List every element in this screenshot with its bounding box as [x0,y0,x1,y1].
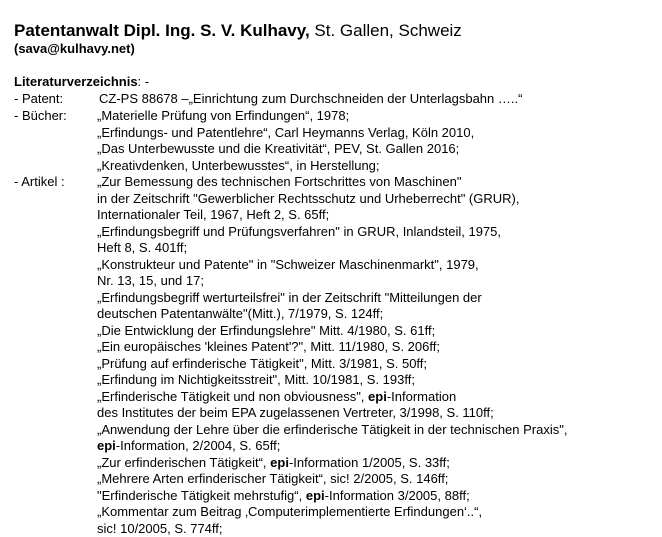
patent-entry: CZ-PS 88678 –„Einrichtung zum Durchschneiden der Unterlagsbahn …..“ [99,91,522,108]
article-line: „Mehrere Arten erfinderischer Tätigkeit“, sic! 2/2005, S. 146ff; [97,471,448,488]
article-line: „Erfindungsbegriff werturteilsfrei" in der Zeitschrift "Mitteilungen der [97,290,482,307]
article-line [97,455,450,472]
epi-mark: epi [270,455,289,470]
book-entry: „Erfindungs- und Patentlehre“, Carl Heymanns Verlag, Köln 2010, [97,125,474,142]
book-entry: „Kreativdenken, Unterbewusstes“, in Herstellung; [97,158,380,175]
author-email: (sava@kulhavy.net) [14,41,135,57]
article-text: "Erfinderische Tätigkeit mehrstufig“, [97,488,306,503]
article-line: „Die Entwicklung der Erfindungslehre" Mitt. 4/1980, S. 61ff; [97,323,435,340]
article-text: „Zur erfinderischen Tätigkeit“, [97,455,270,470]
author-location: St. Gallen, Schweiz [310,21,462,40]
article-line: Heft 8, S. 401ff; [97,240,187,257]
article-line: „Kommentar zum Beitrag ‚Computerimplementierte Erfindungen‘..“, [97,504,482,521]
epi-mark: epi [97,438,116,453]
author-heading [14,21,462,41]
article-line: „Erfindungsbegriff und Prüfungsverfahren" in GRUR, Inlandsteil, 1975, [97,224,501,241]
book-entry: „Materielle Prüfung von Erfindungen“, 1978; [97,108,349,125]
article-line: des Institutes der beim EPA zugelassenen Vertreter, 3/1998, S. 110ff; [97,405,494,422]
article-line [97,438,280,455]
article-line: deutschen Patentanwälte"(Mitt.), 7/1979, S. 124ff; [97,306,383,323]
epi-mark: epi [306,488,325,503]
article-line: in der Zeitschrift "Gewerblicher Rechtsschutz und Urheberrecht" (GRUR), [97,191,519,208]
section-title: Literaturverzeichnis [14,74,138,89]
article-line: „Prüfung auf erfinderische Tätigkeit", Mitt. 3/1981, S. 50ff; [97,356,427,373]
article-line: sic! 10/2005, S. 774ff; [97,521,223,537]
article-line [97,488,470,505]
article-line: „Anwendung der Lehre über die erfinderische Tätigkeit in der technischen Praxis", [97,422,567,439]
article-line: Nr. 13, 15, und 17; [97,273,204,290]
article-text: -Information, 2/2004, S. 65ff; [116,438,281,453]
article-line: „Konstrukteur und Patente" in "Schweizer Maschinenmarkt", 1979, [97,257,479,274]
label-patent: - Patent: [14,91,63,108]
label-books: - Bücher: [14,108,67,125]
article-line [97,389,456,406]
article-text: „Erfinderische Tätigkeit und non obviousness", [97,389,368,404]
section-suffix: : - [138,74,150,89]
section-heading [14,74,149,90]
author-name: Patentanwalt Dipl. Ing. S. V. Kulhavy, [14,21,310,40]
article-text: -Information 3/2005, 88ff; [325,488,470,503]
article-text: -Information 1/2005, S. 33ff; [289,455,450,470]
article-line: „Zur Bemessung des technischen Fortschrittes von Maschinen" [97,174,461,191]
article-text: -Information [387,389,456,404]
book-entry: „Das Unterbewusste und die Kreativität“, PEV, St. Gallen 2016; [97,141,459,158]
article-line: „Erfindung im Nichtigkeitsstreit", Mitt. 10/1981, S. 193ff; [97,372,415,389]
article-line: „Ein europäisches 'kleines Patent'?", Mitt. 11/1980, S. 206ff; [97,339,440,356]
label-articles: - Artikel : [14,174,65,191]
article-line: Internationaler Teil, 1967, Heft 2, S. 65ff; [97,207,329,224]
epi-mark: epi [368,389,387,404]
